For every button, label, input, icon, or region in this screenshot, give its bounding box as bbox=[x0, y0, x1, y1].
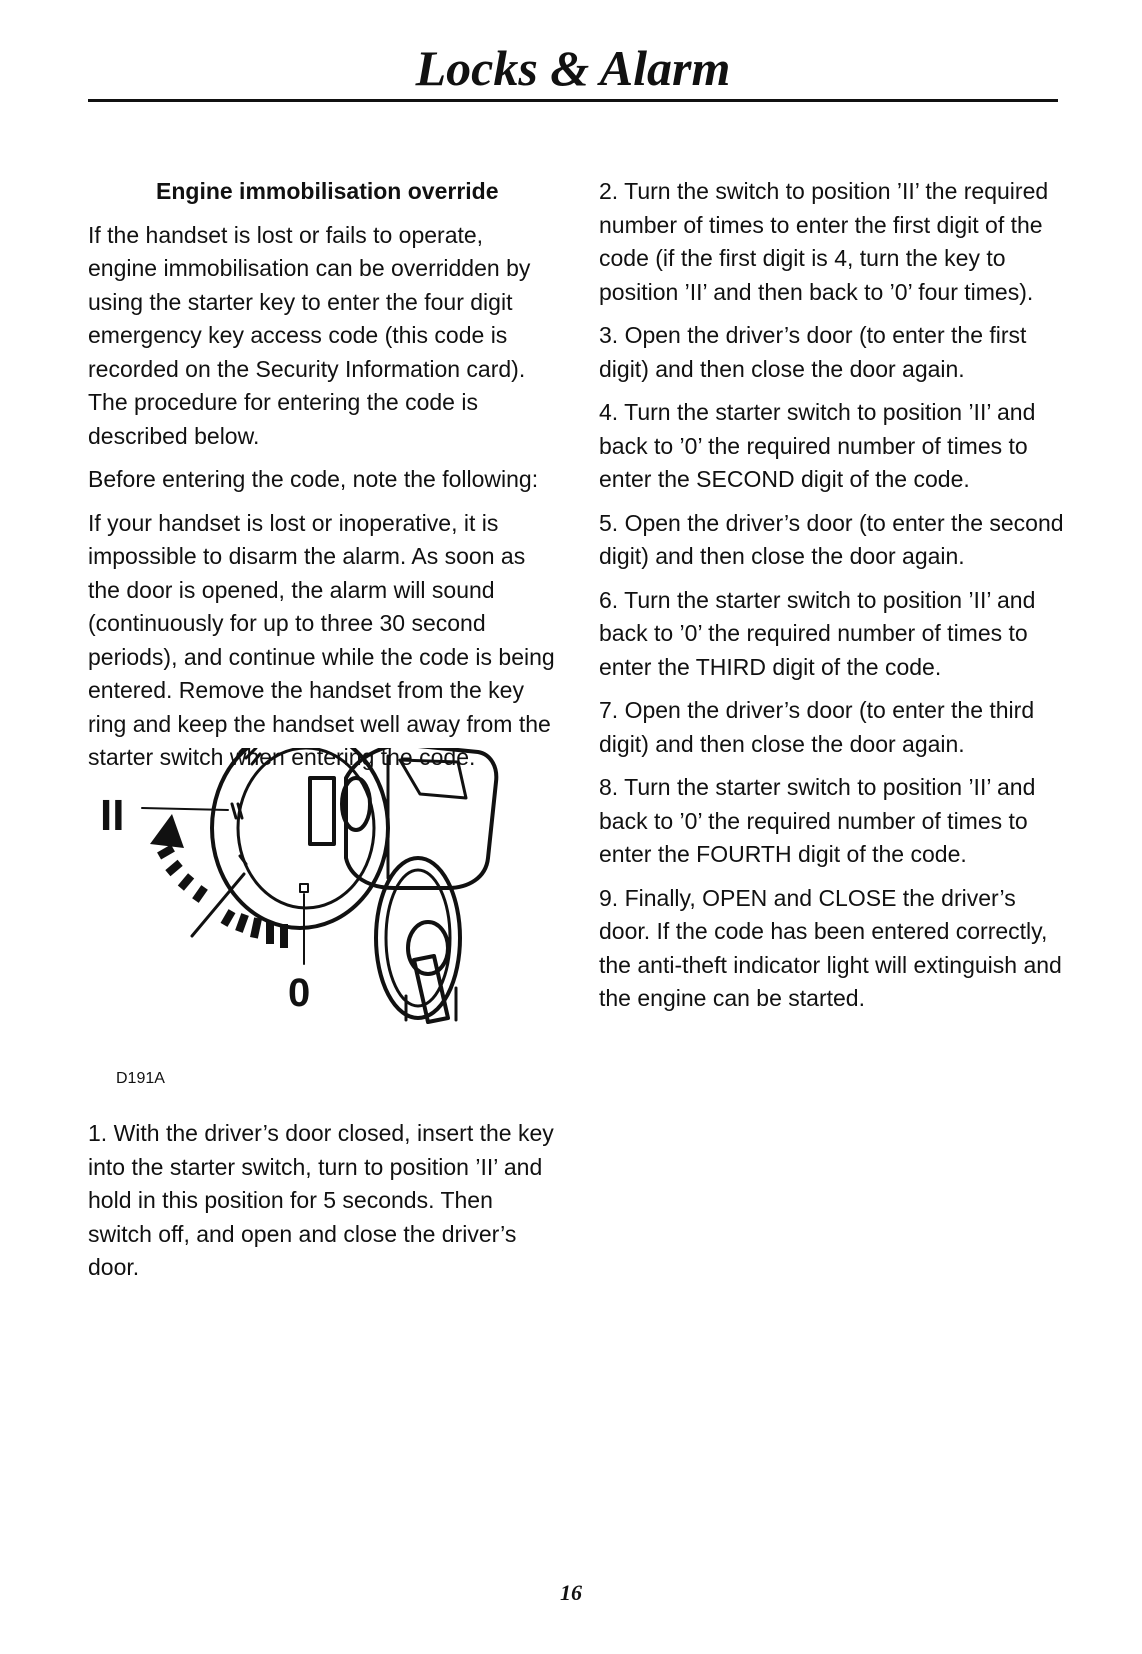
warning-paragraph: If your handset is lost or inoperative, it is impossible to disarm the alarm. As soon as the door is opened, the alarm will sound (continuously for up to three 30 second periods), and continue while the code is being entered. Remove the handset from the key ring and keep the handset well away from the starter switch when entering the code. bbox=[88, 509, 555, 770]
step-1: 1. With the driver’s door closed, insert the key into the starter switch, turn to position ’II’ and hold in this position for 5 seconds. Then switch off, and open and close the driver’s door. bbox=[88, 1120, 554, 1280]
key-slot bbox=[310, 778, 334, 844]
note-lead-paragraph: Before entering the code, note the following: bbox=[88, 466, 539, 492]
right-column bbox=[599, 175, 1069, 1026]
section-heading: Engine immobilisation override bbox=[156, 178, 499, 204]
step-8: 8. Turn the starter switch to position ’II’ and back to ’0’ the required number of times to enter the FOURTH digit of the code. bbox=[599, 774, 1036, 867]
step-9: 9. Finally, OPEN and CLOSE the driver’s door. If the code has been entered correctly, the anti-theft indicator light will extinguish and the engine can be started. bbox=[599, 884, 1062, 1011]
intro-paragraph: If the handset is lost or fails to operate, engine immobilisation can be overridden by using the starter key to enter the four digit emergency key access code (this code is recorded on the Security Information card). The procedure for entering the code is described below. bbox=[88, 221, 531, 449]
ignition-key-figure bbox=[88, 748, 558, 1098]
left-column bbox=[88, 175, 558, 785]
figure-label: D191A bbox=[116, 1070, 165, 1087]
ignition-key-illustration bbox=[88, 748, 558, 1098]
step-5: 5. Open the driver’s door (to enter the second digit) and then close the door again. bbox=[599, 509, 1064, 569]
page-title: Locks & Alarm bbox=[415, 40, 731, 96]
position-zero-label: 0 bbox=[288, 971, 311, 1015]
position-ii-label: II bbox=[100, 791, 125, 840]
step-6: 6. Turn the starter switch to position ’II’ and back to ’0’ the required number of times to enter the THIRD digit of the code. bbox=[599, 586, 1036, 680]
direction-arrow bbox=[150, 814, 184, 848]
step-7: 7. Open the driver’s door (to enter the third digit) and then close the door again. bbox=[599, 697, 1035, 757]
page-number: 16 bbox=[560, 1580, 582, 1605]
title-divider bbox=[88, 99, 1058, 102]
step-4: 4. Turn the starter switch to position ’II’ and back to ’0’ the required number of times to enter the SECOND digit of the code. bbox=[599, 399, 1036, 492]
step-2: 2. Turn the switch to position ’II’ the required number of times to enter the first digit of the code (if the first digit is 4, turn the key to position ’II’ and then back to ’0’ four times). bbox=[599, 178, 1049, 305]
step-3: 3. Open the driver’s door (to enter the first digit) and then close the door again. bbox=[599, 322, 1027, 382]
